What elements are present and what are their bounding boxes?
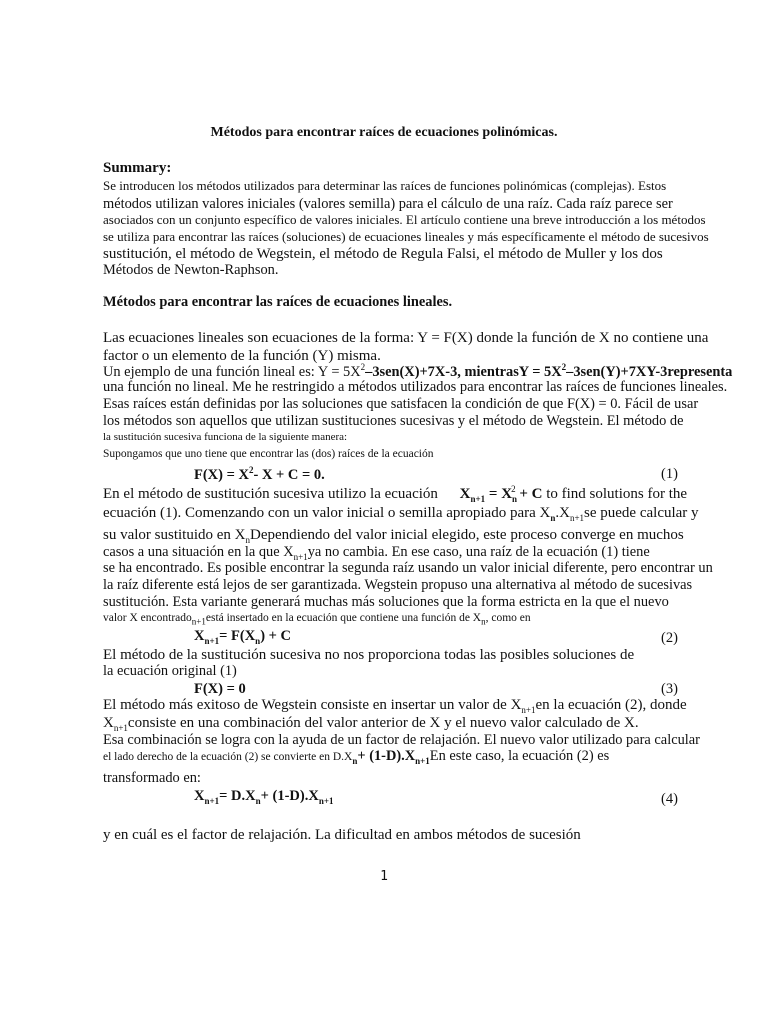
summary-line: sustitución, el método de Wegstein, el método de Regula Falsi, el método de Muller y los dos — [103, 246, 663, 262]
paragraph-line: casos a una situación en la que $X_{n+1}ya$ no cambia. En ese caso, una raíz de la ecuación (1) tiene — [103, 544, 650, 562]
paragraph-line: Supongamos que uno tiene que encontrar las (dos) raíces de la ecuación — [103, 448, 434, 460]
summary-line: Se introducen los métodos utilizados para determinar las raíces de funciones polinómicas (complejas). Estos — [103, 178, 667, 193]
paragraph-line: Esa combinación se logra con la ayuda de un factor de relajación. El nuevo valor utilizado para calcular — [103, 732, 700, 748]
equation-4: $X_{n+1}= D.X_n+ (1-D).X_{n+1}$ — [194, 788, 334, 806]
summary-heading: Summary: — [103, 160, 172, 176]
paragraph-line: la ecuación original (1) — [103, 663, 237, 679]
document-title: Métodos para encontrar raíces de ecuaciones polinómicas. — [210, 125, 558, 140]
paragraph-line: Un ejemplo de una función lineal es: $Y = 5X^2-3sen(X)+7X-3$, mientrasY = $5X^2-3sen(Y)+7XY-3representa$ — [103, 362, 733, 380]
summary-line: métodos utilizan valores iniciales (valores semilla) para el cálculo de una raíz. Cada raíz parece ser — [103, 196, 673, 212]
paragraph-line: se ha encontrado. Es posible encontrar la segunda raíz usando un valor inicial diferente, pero encontrar un — [103, 560, 713, 576]
section-heading: Métodos para encontrar las raíces de ecuaciones lineales. — [103, 294, 453, 310]
paragraph-line: los métodos son aquellos que utilizan sustituciones sucesivas y el método de Wegstein. El método de — [103, 413, 684, 429]
equation-number: (2) — [661, 630, 678, 646]
equation-number: (4) — [661, 791, 678, 807]
paragraph-line: una función no lineal. Me he restringido a métodos utilizados para encontrar las raíces de funciones lineales. — [103, 379, 728, 395]
equation-number: (1) — [661, 466, 678, 482]
paragraph-line: y en cuál es el factor de relajación. La dificultad en ambos métodos de sucesión — [103, 827, 581, 843]
paragraph-line: Las ecuaciones lineales son ecuaciones de la forma: Y = F(X) donde la función de X no contiene una — [103, 330, 709, 346]
paragraph-line: sustitución. Esta variante generará muchas más soluciones que la forma estricta en la que el nuevo — [103, 594, 669, 610]
paragraph-line: Esas raíces están definidas por las soluciones que satisfacen la condición de que F(X) = 0. Fácil de usar — [103, 396, 699, 412]
paragraph-line: su valor sustituido en $X_nDependiendo$ del valor inicial elegido, este proceso converge en muchos — [103, 527, 684, 545]
summary-line: asociados con un conjunto específico de valores iniciales. El artículo contiene una breve introducción a los métodos — [103, 212, 706, 227]
paragraph-line: transformado en: — [103, 770, 201, 786]
paragraph-line: $X_{n+1}consiste$ en una combinación del valor anterior de X y el nuevo valor calculado de X. — [103, 715, 639, 733]
equation-3: F(X) = 0 — [194, 681, 246, 697]
summary-line: se utiliza para encontrar las raíces (soluciones) de ecuaciones lineales y más específicamente el método de sucesivos — [103, 229, 709, 244]
equation-1: $F(X) = X^2-$ X + C = 0. — [194, 465, 325, 483]
summary-line: Métodos de Newton-Raphson. — [103, 262, 279, 278]
paragraph-line: valor X encontrado$_{n+1}$está insertado en la ecuación que contiene una función de $X_n$, como en — [103, 612, 531, 627]
paragraph-line: la sustitución sucesiva funciona de la siguiente manera: — [103, 431, 348, 443]
page-number: 1 — [380, 869, 388, 884]
equation-number: (3) — [661, 681, 678, 697]
paragraph-line: ecuación (1). Comenzando con un valor inicial o semilla apropiado para $X_n.X_{n+1}se$ puede calcular y — [103, 505, 699, 523]
paragraph-line: factor o un elemento de la función (Y) misma. — [103, 348, 381, 364]
paragraph-line: el lado derecho de la ecuación (2) se convierte en $D.X_n+ (1-D).X_{n+1}En$ este caso, la ecuación (2) es — [103, 748, 610, 766]
paragraph-line: la raíz diferente está lejos de ser garantizada. Wegstein propuso una alternativa al método de sucesivas — [103, 577, 693, 593]
paragraph-line: El método de la sustitución sucesiva no nos proporciona todas las posibles soluciones de — [103, 647, 635, 663]
paragraph-line: El método más exitoso de Wegstein consiste en insertar un valor de $X_{n+1}en$ la ecuación (2), donde — [103, 697, 687, 715]
equation-2: $X_{n+1}= F(X_n) + C$ — [194, 628, 291, 646]
paragraph-line: En el método de sustitución sucesiva utilizo la ecuación $X_{n+1} = X_n^2 + C$ to find solutions for the — [103, 484, 688, 504]
